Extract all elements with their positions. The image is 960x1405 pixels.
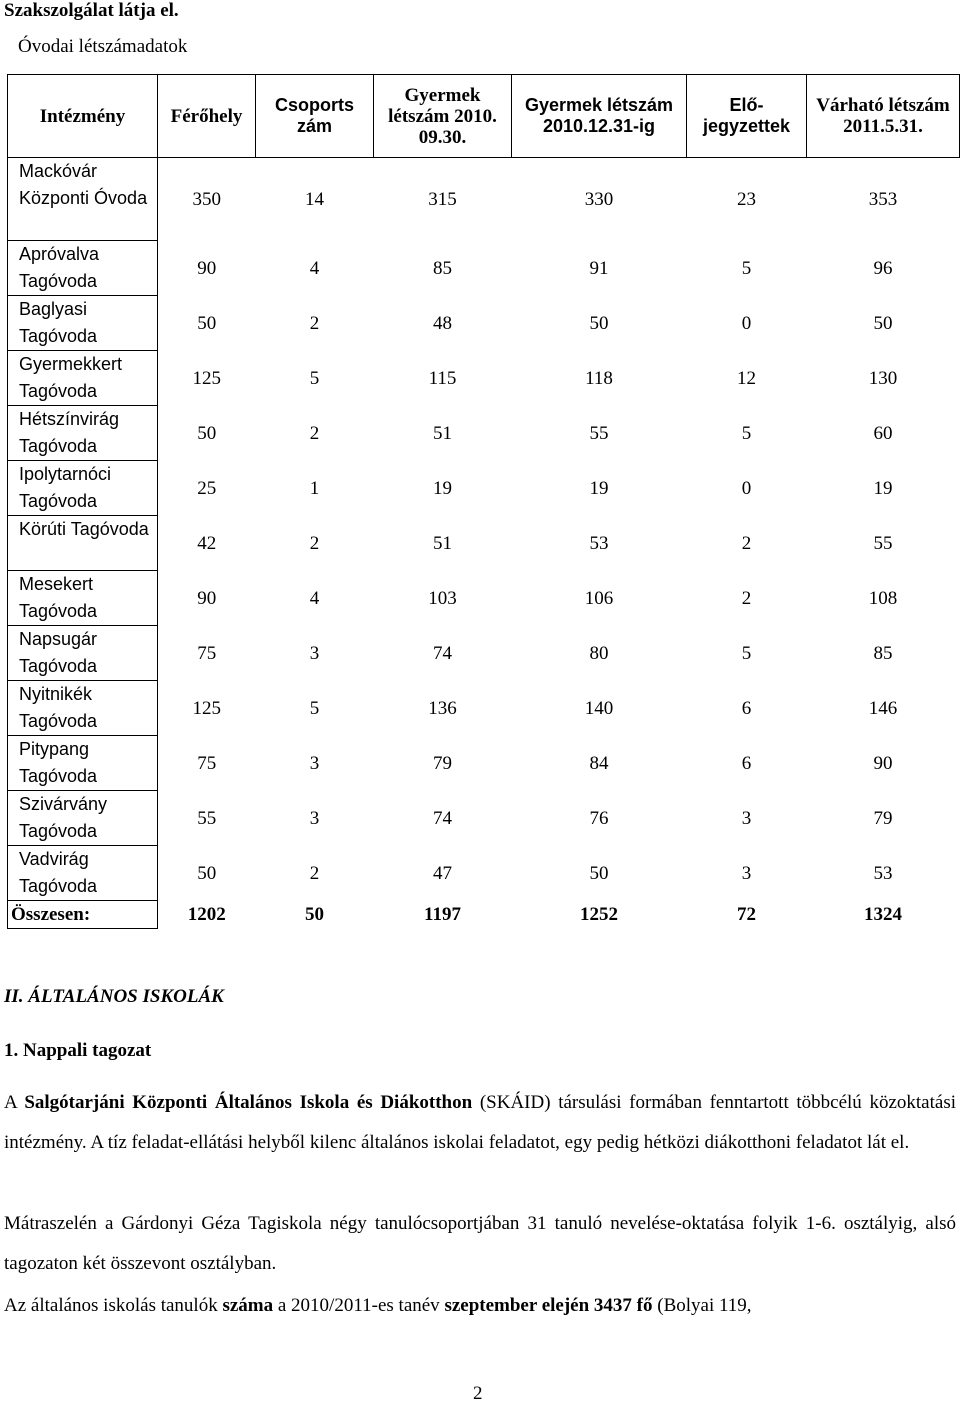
table-cell: 5 <box>309 697 320 719</box>
table-cell: 146 <box>868 697 898 719</box>
table-cell: 5 <box>741 642 752 664</box>
institution-name: Körúti Tagóvoda <box>8 516 158 571</box>
institution-name: Szivárvány Tagóvoda <box>8 791 158 846</box>
para1-text-a: A <box>4 1092 25 1113</box>
section-title: II. ÁLTALÁNOS ISKOLÁK <box>4 986 224 1007</box>
table-cell: 12 <box>737 367 756 389</box>
table-cell: 55 <box>589 422 609 444</box>
table-cell: 74 <box>433 642 452 664</box>
institution-name: Vadvirág Tagóvoda <box>8 846 158 901</box>
table-cell: 53 <box>589 532 609 554</box>
table-cell: 136 <box>428 697 457 719</box>
table-cell: 76 <box>589 807 609 829</box>
table-cell: 2 <box>309 862 320 884</box>
table-cell: 23 <box>737 188 756 210</box>
table-cell: 79 <box>873 807 893 829</box>
total-cell: 1324 <box>864 904 902 925</box>
table-cell: 47 <box>433 862 452 884</box>
paragraph-3 <box>4 1286 956 1326</box>
table-cell: 3 <box>309 752 320 774</box>
table-cell: 80 <box>589 642 609 664</box>
table-cell: 2 <box>309 312 320 334</box>
table-cell: 103 <box>428 587 457 609</box>
table-cell: 50 <box>589 862 609 884</box>
table-cell: 330 <box>584 188 614 210</box>
table-row <box>8 158 960 241</box>
table-cell: 48 <box>433 312 452 334</box>
table-cell: 2 <box>741 587 752 609</box>
table-cell: 19 <box>433 477 452 499</box>
table-cell: 6 <box>741 752 752 774</box>
table-cell: 0 <box>741 312 752 334</box>
table-cell: 50 <box>197 422 217 444</box>
table-caption: Óvodai létszámadatok <box>18 36 188 57</box>
total-cell: 50 <box>305 904 324 925</box>
para1-text-c: (SKÁID) társulási formában fenntartott többcélú közoktatási intézmény. A tíz feladat-ellátási helyből kilenc általános iskolai feladatot, egy pedig hétközi diákotthoni feladatot lát el. <box>4 1092 956 1153</box>
table-cell: 6 <box>741 697 752 719</box>
table-cell: 25 <box>197 477 217 499</box>
header-groups: Csoports zám <box>256 75 374 158</box>
table-cell: 108 <box>868 587 898 609</box>
header-institution: Intézmény <box>8 75 158 158</box>
table-row <box>8 791 960 846</box>
table-cell: 90 <box>873 752 893 774</box>
total-cell: 1197 <box>424 904 461 925</box>
para3-text-e: (Bolyai 119, <box>652 1295 752 1316</box>
table-header-row <box>8 75 960 158</box>
table-cell: 50 <box>589 312 609 334</box>
table-cell: 5 <box>741 257 752 279</box>
table-cell: 5 <box>309 367 320 389</box>
table-row <box>8 516 960 571</box>
para3-text-a: Az általános iskolás tanulók <box>4 1295 223 1316</box>
para1-school-name: Salgótarjáni Központi Általános Iskola és Diákotthon <box>24 1092 473 1113</box>
table-row <box>8 681 960 736</box>
table-cell: 4 <box>309 587 320 609</box>
table-cell: 50 <box>197 862 217 884</box>
institution-name: Nyitnikék Tagóvoda <box>8 681 158 736</box>
table-cell: 19 <box>873 477 893 499</box>
table-cell: 60 <box>873 422 893 444</box>
page-number: 2 <box>473 1383 483 1404</box>
institution-name: Baglyasi Tagóvoda <box>8 296 158 351</box>
table-cell: 51 <box>433 532 452 554</box>
table-cell: 2 <box>309 422 320 444</box>
table-row <box>8 241 960 296</box>
table-cell: 3 <box>741 862 752 884</box>
institution-name: Ipolytarnóci Tagóvoda <box>8 461 158 516</box>
header-capacity: Férőhely <box>158 75 256 158</box>
table-cell: 55 <box>873 532 893 554</box>
table-cell: 75 <box>197 752 217 774</box>
table-row <box>8 846 960 901</box>
institution-name: Napsugár Tagóvoda <box>8 626 158 681</box>
header-expected: Várható létszám 2011.5.31. <box>807 75 960 158</box>
institution-name: Mackóvár Központi Óvoda <box>8 158 158 241</box>
table-cell: 91 <box>589 257 609 279</box>
table-cell: 42 <box>197 532 217 554</box>
table-row <box>8 736 960 791</box>
table-cell: 90 <box>197 257 217 279</box>
total-row <box>8 901 960 929</box>
subsection-title: 1. Nappali tagozat <box>4 1040 152 1061</box>
table-cell: 50 <box>197 312 217 334</box>
para3-text-c: a 2010/2011-es tanév <box>273 1295 445 1316</box>
table-cell: 2 <box>309 532 320 554</box>
table-cell: 5 <box>741 422 752 444</box>
table-row <box>8 296 960 351</box>
table-cell: 3 <box>309 807 320 829</box>
para3-bold-date: szeptember elején 3437 fő <box>444 1295 653 1316</box>
total-cell: 72 <box>737 904 756 925</box>
table-cell: 53 <box>873 862 893 884</box>
table-cell: 140 <box>584 697 614 719</box>
table-row <box>8 351 960 406</box>
table-cell: 130 <box>868 367 898 389</box>
table-cell: 125 <box>192 367 221 389</box>
table-cell: 125 <box>192 697 221 719</box>
top-line: Szakszolgálat látja el. <box>4 0 179 21</box>
table-cell: 55 <box>197 807 217 829</box>
table-cell: 19 <box>589 477 609 499</box>
table-cell: 3 <box>309 642 320 664</box>
para3-bold-count: száma <box>222 1295 274 1316</box>
total-cell: 1202 <box>187 904 226 925</box>
table-row <box>8 406 960 461</box>
total-cell: 1252 <box>580 904 618 925</box>
table-cell: 51 <box>433 422 452 444</box>
institution-name: Mesekert Tagóvoda <box>8 571 158 626</box>
table-cell: 79 <box>433 752 452 774</box>
institution-name: Pitypang Tagóvoda <box>8 736 158 791</box>
header-children-dec: Gyermek létszám 2010.12.31-ig <box>512 75 687 158</box>
table-cell: 90 <box>197 587 217 609</box>
table-cell: 0 <box>741 477 752 499</box>
table-cell: 350 <box>192 188 221 210</box>
paragraph-1 <box>4 1083 956 1163</box>
table-cell: 4 <box>309 257 320 279</box>
kindergarten-table <box>7 74 960 929</box>
paragraph-2: Mátraszelén a Gárdonyi Géza Tagiskola négy tanulócsoportjában 31 tanuló nevelése-oktatása folyik 1-6. osztályig, alsó tagozaton két összevont osztályban. <box>4 1213 956 1274</box>
table-cell: 3 <box>741 807 752 829</box>
table-row <box>8 461 960 516</box>
institution-name: Apróvalva Tagóvoda <box>8 241 158 296</box>
table-cell: 106 <box>584 587 614 609</box>
table-cell: 315 <box>428 188 457 210</box>
table-cell: 14 <box>305 188 324 210</box>
table-cell: 74 <box>433 807 452 829</box>
table-cell: 84 <box>589 752 609 774</box>
table-row <box>8 571 960 626</box>
table-cell: 75 <box>197 642 217 664</box>
table-cell: 115 <box>428 367 457 389</box>
institution-name: Gyermekkert Tagóvoda <box>8 351 158 406</box>
table-cell: 85 <box>433 257 452 279</box>
table-cell: 2 <box>741 532 752 554</box>
institution-name: Hétszínvirág Tagóvoda <box>8 406 158 461</box>
table-row <box>8 626 960 681</box>
header-preregistered: Elő-jegyzettek <box>687 75 807 158</box>
table-cell: 353 <box>868 188 898 210</box>
table-cell: 50 <box>873 312 893 334</box>
table-cell: 1 <box>309 477 320 499</box>
table-cell: 85 <box>873 642 893 664</box>
header-children-sep: Gyermek létszám 2010. 09.30. <box>374 75 512 158</box>
table-cell: 96 <box>873 257 893 279</box>
total-label: Összesen: <box>8 901 158 929</box>
table-cell: 118 <box>585 367 613 389</box>
